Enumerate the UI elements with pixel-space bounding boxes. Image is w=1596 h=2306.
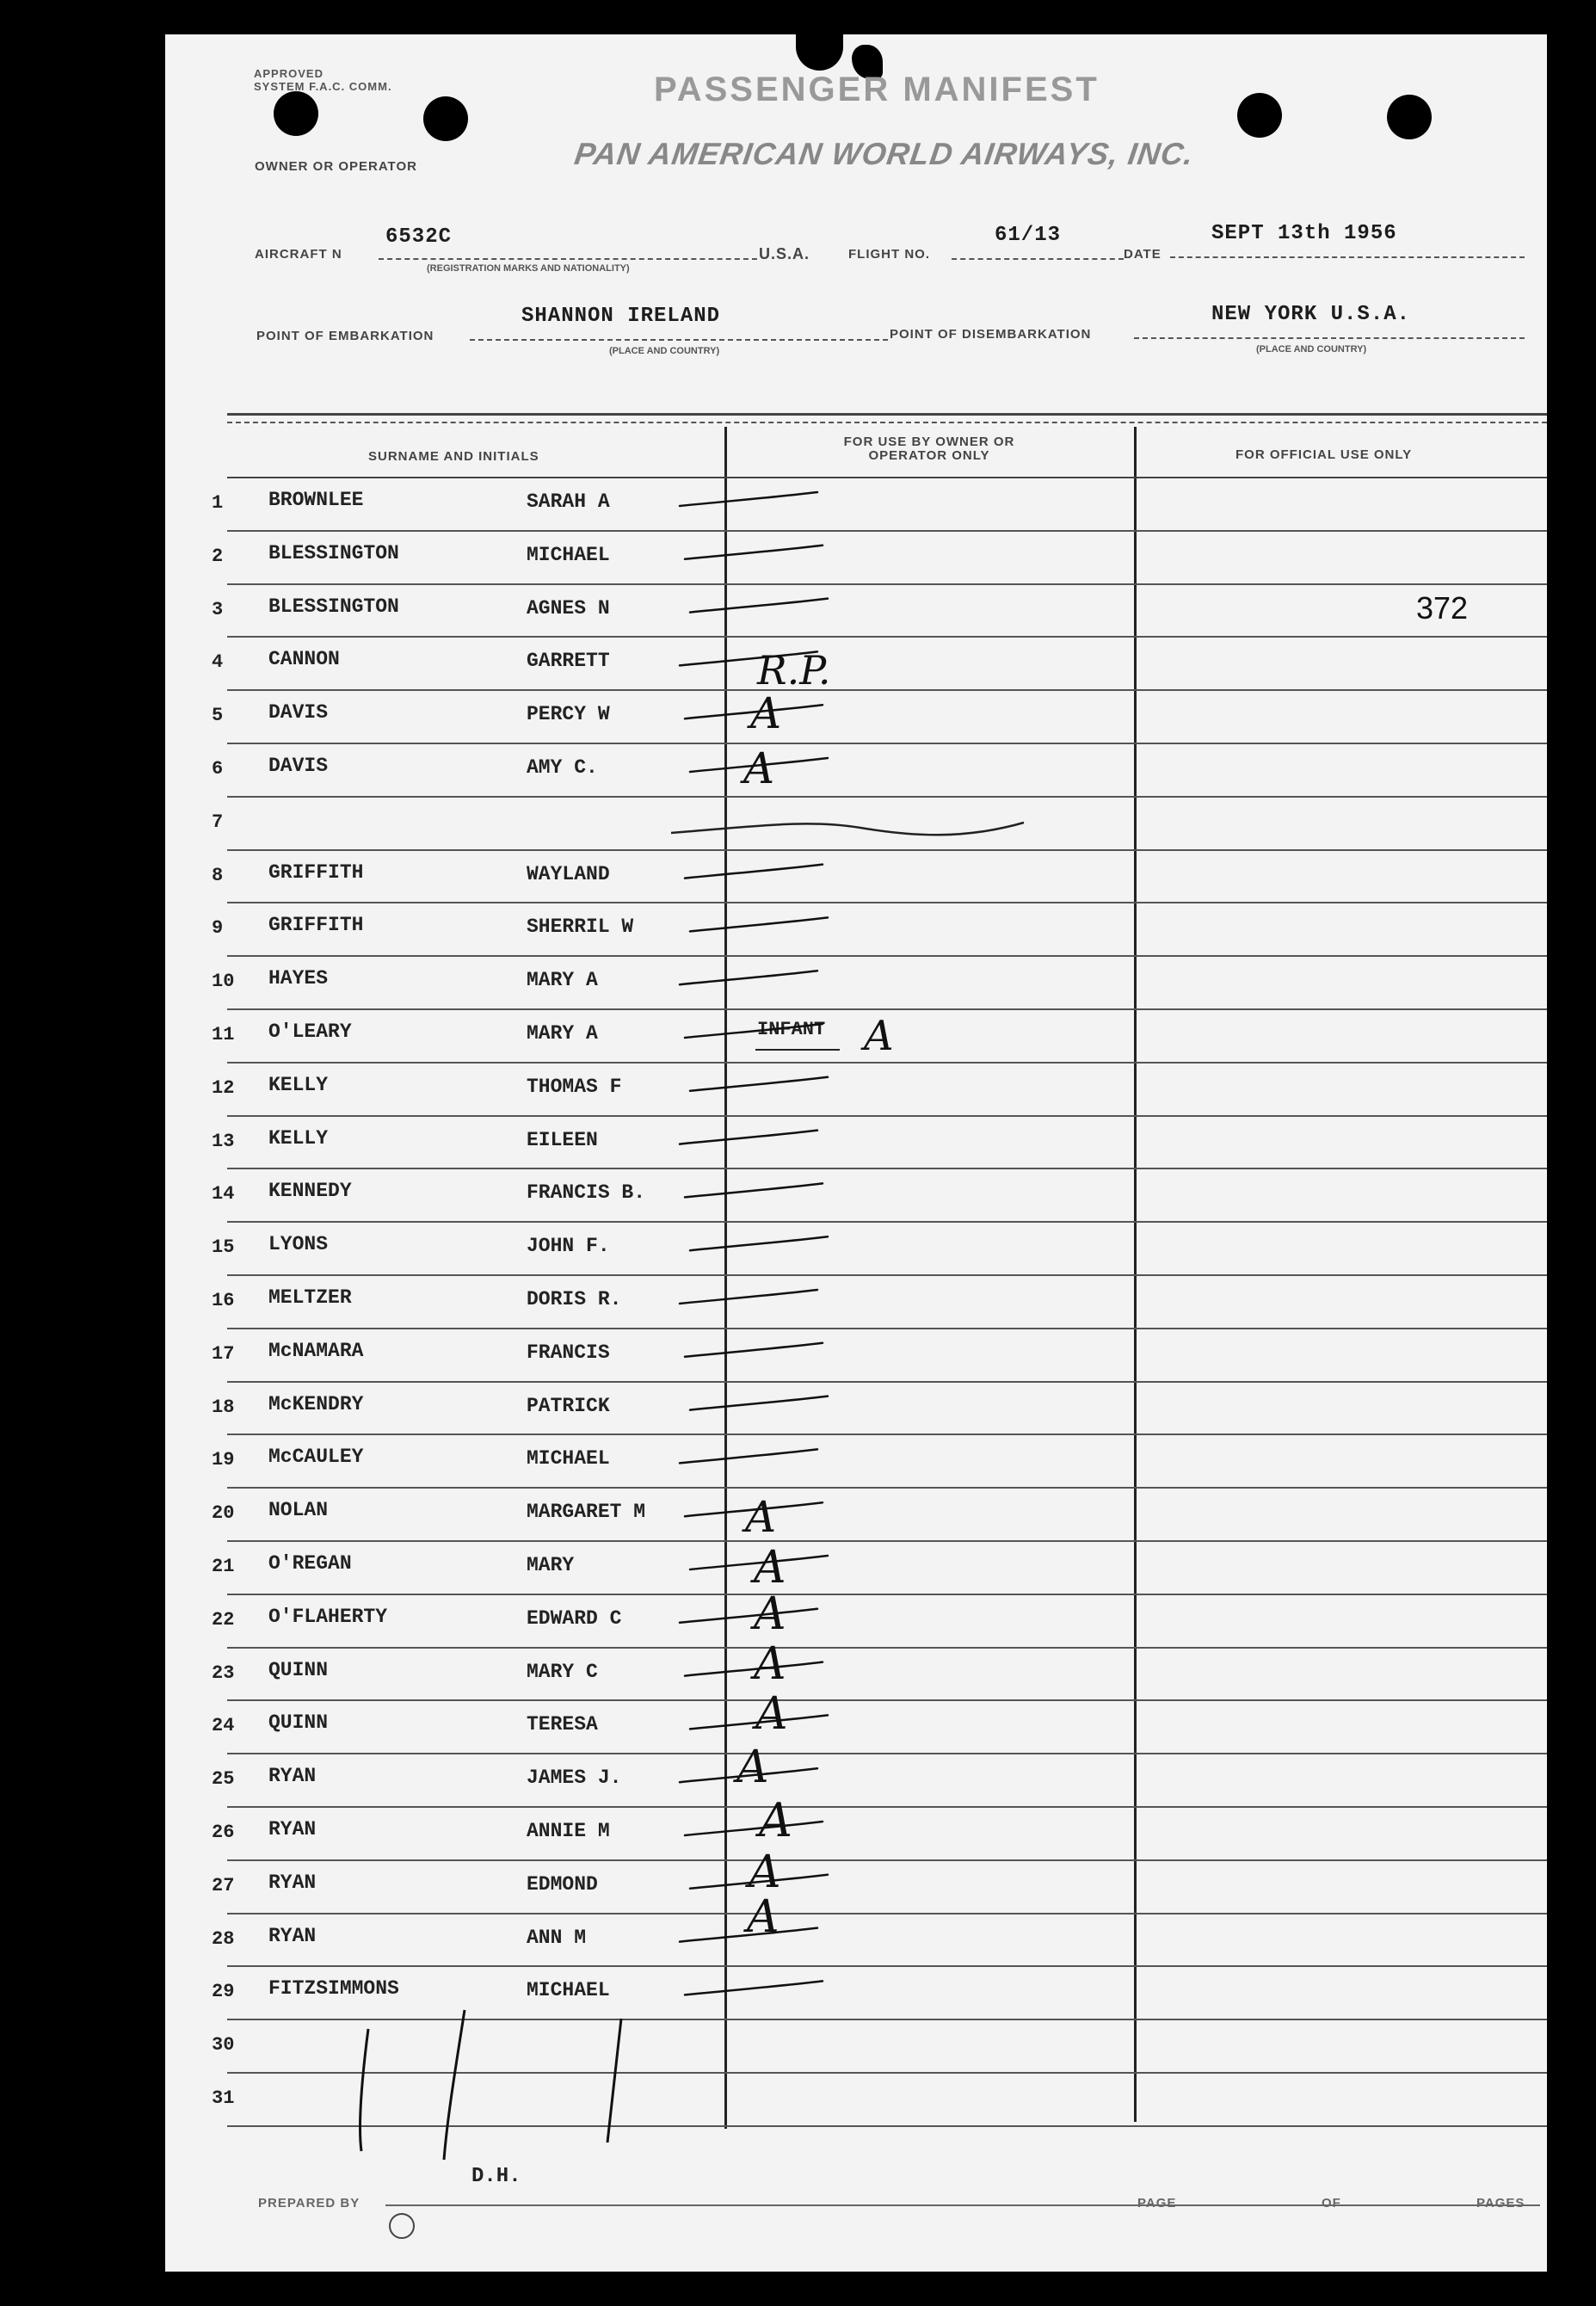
embarkation-place-note: (PLACE AND COUNTRY) bbox=[609, 346, 720, 356]
surname-cell: BLESSINGTON bbox=[268, 541, 399, 564]
surname-cell: GRIFFITH bbox=[268, 860, 364, 884]
flight-underline bbox=[952, 258, 1124, 260]
table-row bbox=[0, 798, 1596, 849]
surname-cell: RYAN bbox=[268, 1765, 317, 1788]
pages-label: PAGES bbox=[1476, 2196, 1525, 2210]
of-label: OF bbox=[1322, 2196, 1341, 2210]
table-row bbox=[0, 1169, 1596, 1221]
page-title: PASSENGER MANIFEST bbox=[654, 71, 1100, 108]
table-row bbox=[0, 2020, 1596, 2072]
row-number: 8 bbox=[212, 864, 224, 886]
given-name-cell: MARY A bbox=[527, 969, 598, 992]
row-number: 6 bbox=[212, 758, 224, 780]
given-name-cell: MARY C bbox=[527, 1660, 598, 1683]
disembarkation-value: NEW YORK U.S.A. bbox=[1211, 303, 1411, 326]
surname-cell: CANNON bbox=[268, 648, 340, 671]
surname-cell: GRIFFITH bbox=[268, 914, 364, 937]
flight-value: 61/13 bbox=[995, 224, 1062, 247]
table-row bbox=[0, 478, 1596, 530]
punch-hole-right-1 bbox=[1237, 93, 1282, 138]
row-number: 5 bbox=[212, 705, 224, 727]
row-number: 7 bbox=[212, 811, 224, 833]
row-number: 23 bbox=[212, 1662, 235, 1684]
given-name-cell: AMY C. bbox=[527, 756, 598, 779]
disembarkation-label: POINT OF DISEMBARKATION bbox=[890, 327, 1092, 342]
row-number: 31 bbox=[212, 2087, 235, 2109]
surname-cell: KENNEDY bbox=[268, 1180, 352, 1203]
official-use-cell: 372 bbox=[1416, 589, 1469, 626]
embarkation-underline bbox=[470, 339, 888, 341]
surname-cell: KELLY bbox=[268, 1126, 329, 1150]
row-number: 10 bbox=[212, 971, 235, 993]
given-name-cell: THOMAS F bbox=[527, 1075, 622, 1098]
surname-cell: RYAN bbox=[268, 1871, 317, 1894]
table-top-rule-2 bbox=[227, 422, 1547, 423]
given-name-cell: MARY A bbox=[527, 1022, 598, 1045]
table-row bbox=[0, 1754, 1596, 1806]
handwritten-a-mark-row-28: A bbox=[747, 1891, 780, 1943]
column-header-owner: FOR USE BY OWNER OR OPERATOR ONLY bbox=[843, 435, 1015, 463]
handwritten-a-mark-row-11: A bbox=[864, 1012, 894, 1060]
given-name-cell: GARRETT bbox=[527, 650, 610, 673]
punch-hole-left-1 bbox=[274, 91, 318, 136]
row-number: 24 bbox=[212, 1715, 235, 1737]
table-row bbox=[0, 1914, 1596, 1966]
table-row bbox=[0, 903, 1596, 955]
row-number: 28 bbox=[212, 1927, 235, 1950]
surname-cell: O'FLAHERTY bbox=[268, 1605, 388, 1628]
handwritten-a-mark-row-27: A bbox=[749, 1847, 781, 1898]
table-row bbox=[0, 691, 1596, 743]
given-name-cell: EDMOND bbox=[527, 1872, 598, 1896]
flight-label: FLIGHT NO. bbox=[848, 247, 930, 262]
surname-cell: DAVIS bbox=[268, 701, 329, 724]
row-number: 14 bbox=[212, 1183, 235, 1205]
given-name-cell: MARGARET M bbox=[527, 1501, 646, 1524]
surname-cell: HAYES bbox=[268, 967, 329, 990]
page-label: PAGE bbox=[1137, 2196, 1177, 2210]
given-name-cell: WAYLAND bbox=[527, 862, 610, 885]
table-row bbox=[0, 744, 1596, 796]
row-number: 25 bbox=[212, 1768, 235, 1791]
handwritten-a-mark-row-20: A bbox=[745, 1492, 777, 1542]
table-row bbox=[0, 1010, 1596, 1062]
given-name-cell: SHERRIL W bbox=[527, 916, 634, 939]
nationality-label: U.S.A. bbox=[759, 245, 810, 262]
surname-cell: O'LEARY bbox=[268, 1020, 352, 1043]
table-row bbox=[0, 1064, 1596, 1115]
given-name-cell: MARY bbox=[527, 1554, 575, 1576]
row-number: 15 bbox=[212, 1236, 235, 1259]
row-number: 3 bbox=[212, 598, 224, 620]
handwritten-a-mark-row-5: A bbox=[750, 688, 782, 738]
owner-operator-label: OWNER OR OPERATOR bbox=[255, 159, 417, 174]
given-name-cell: AGNES N bbox=[527, 596, 610, 620]
approval-line-2: SYSTEM F.A.C. COMM. bbox=[254, 80, 392, 93]
given-name-cell: MICHAEL bbox=[527, 543, 610, 566]
given-name-cell: FRANCIS B. bbox=[527, 1181, 646, 1205]
table-row bbox=[0, 1329, 1596, 1381]
registration-note: (REGISTRATION MARKS AND NATIONALITY) bbox=[427, 263, 630, 274]
punch-hole-right-2 bbox=[1387, 95, 1432, 139]
row-number: 12 bbox=[212, 1076, 235, 1099]
surname-cell: McKENDRY bbox=[268, 1392, 364, 1415]
surname-cell: KELLY bbox=[268, 1073, 329, 1096]
surname-cell: FITZSIMMONS bbox=[268, 1977, 399, 2001]
row-number: 13 bbox=[212, 1130, 235, 1152]
given-name-cell: EILEEN bbox=[527, 1128, 598, 1151]
surname-cell: NOLAN bbox=[268, 1499, 329, 1522]
row-number: 27 bbox=[212, 1874, 235, 1896]
table-row bbox=[0, 585, 1596, 637]
row-number: 1 bbox=[212, 492, 224, 514]
handwritten-a-mark-row-21: A bbox=[754, 1542, 786, 1594]
table-row bbox=[0, 851, 1596, 903]
surname-cell: McCAULEY bbox=[268, 1446, 364, 1469]
table-row bbox=[0, 1276, 1596, 1328]
given-name-cell: ANN M bbox=[527, 1926, 587, 1949]
surname-cell: BLESSINGTON bbox=[268, 595, 399, 618]
table-row bbox=[0, 1435, 1596, 1487]
row-number: 29 bbox=[212, 1981, 235, 2003]
handwritten-rp-mark: R.P. bbox=[757, 647, 831, 694]
surname-cell: RYAN bbox=[268, 1818, 317, 1840]
table-row bbox=[0, 957, 1596, 1008]
table-row bbox=[0, 1595, 1596, 1647]
row-number: 21 bbox=[212, 1556, 235, 1577]
table-row bbox=[0, 1808, 1596, 1859]
aircraft-underline bbox=[379, 258, 757, 260]
disembarkation-underline bbox=[1134, 337, 1525, 339]
given-name-cell: JAMES J. bbox=[527, 1766, 622, 1790]
surname-cell: QUINN bbox=[268, 1658, 329, 1681]
date-label: DATE bbox=[1124, 247, 1162, 262]
given-name-cell: PATRICK bbox=[527, 1394, 610, 1417]
handwritten-a-mark-row-6: A bbox=[743, 743, 775, 793]
surname-cell: BROWNLEE bbox=[268, 489, 364, 511]
row-rule bbox=[227, 2125, 1547, 2127]
surname-cell: DAVIS bbox=[268, 755, 329, 777]
given-name-cell: TERESA bbox=[527, 1713, 598, 1736]
row-number: 4 bbox=[212, 651, 224, 674]
table-row bbox=[0, 532, 1596, 583]
handwritten-a-mark-row-22: A bbox=[754, 1588, 786, 1640]
table-row bbox=[0, 1861, 1596, 1913]
table-row bbox=[0, 1967, 1596, 2019]
row-number: 16 bbox=[212, 1290, 235, 1311]
row-number: 22 bbox=[212, 1608, 235, 1631]
column-header-official: FOR OFFICIAL USE ONLY bbox=[1236, 447, 1413, 462]
surname-cell: RYAN bbox=[268, 1924, 317, 1947]
airline-name: PAN AMERICAN WORLD AIRWAYS, INC. bbox=[572, 136, 1197, 171]
row-number: 9 bbox=[212, 917, 224, 940]
owner-use-cell: INFANT bbox=[757, 1019, 826, 1040]
table-row bbox=[0, 1223, 1596, 1274]
date-value: SEPT 13th 1956 bbox=[1211, 222, 1397, 245]
handwritten-a-mark-row-23: A bbox=[754, 1638, 786, 1690]
table-row bbox=[0, 1649, 1596, 1700]
given-name-cell: JOHN F. bbox=[527, 1235, 610, 1258]
surname-cell: O'REGAN bbox=[268, 1552, 352, 1575]
given-name-cell: ANNIE M bbox=[527, 1820, 610, 1842]
surname-cell: LYONS bbox=[268, 1233, 329, 1256]
table-top-rule-1 bbox=[227, 413, 1547, 416]
prepared-by-label: PREPARED BY bbox=[258, 2196, 360, 2210]
aircraft-value: 6532C bbox=[385, 225, 453, 249]
row-number: 30 bbox=[212, 2034, 235, 2056]
prepared-initials: D.H. bbox=[471, 2165, 521, 2188]
surname-cell: MELTZER bbox=[268, 1286, 352, 1309]
table-row bbox=[0, 2074, 1596, 2125]
approval-line-1: APPROVED bbox=[254, 67, 324, 80]
surname-cell: McNAMARA bbox=[268, 1339, 364, 1362]
given-name-cell: DORIS R. bbox=[527, 1288, 622, 1310]
table-row bbox=[0, 1117, 1596, 1168]
given-name-cell: FRANCIS bbox=[527, 1341, 610, 1364]
table-row bbox=[0, 1542, 1596, 1594]
table-row bbox=[0, 1383, 1596, 1434]
handwritten-a-mark-row-24: A bbox=[755, 1688, 788, 1740]
row-number: 26 bbox=[212, 1822, 235, 1843]
row-number: 11 bbox=[212, 1024, 235, 1045]
table-row bbox=[0, 1489, 1596, 1540]
handwritten-a-mark-row-26: A bbox=[759, 1793, 792, 1847]
surname-cell: QUINN bbox=[268, 1711, 329, 1735]
table-row bbox=[0, 1701, 1596, 1753]
embarkation-value: SHANNON IRELAND bbox=[521, 305, 721, 328]
aircraft-label: AIRCRAFT N bbox=[255, 247, 342, 262]
footer-rule bbox=[385, 2204, 1540, 2206]
given-name-cell: MICHAEL bbox=[527, 1447, 610, 1471]
row-number: 18 bbox=[212, 1396, 235, 1418]
handwritten-a-mark-row-25: A bbox=[736, 1742, 769, 1793]
disembarkation-place-note: (PLACE AND COUNTRY) bbox=[1256, 344, 1367, 355]
column-header-names: SURNAME AND INITIALS bbox=[368, 449, 539, 464]
given-name-cell: EDWARD C bbox=[527, 1606, 622, 1630]
row-number: 17 bbox=[212, 1342, 235, 1365]
punch-hole-left-2 bbox=[423, 96, 468, 141]
given-name-cell: PERCY W bbox=[527, 703, 610, 726]
row-number: 2 bbox=[212, 545, 224, 567]
row-number: 19 bbox=[212, 1449, 235, 1471]
date-underline bbox=[1170, 256, 1525, 258]
given-name-cell: MICHAEL bbox=[527, 1979, 610, 2002]
row-number: 20 bbox=[212, 1502, 235, 1525]
given-name-cell: SARAH A bbox=[527, 490, 610, 513]
embarkation-label: POINT OF EMBARKATION bbox=[256, 329, 434, 343]
union-bug-icon bbox=[389, 2213, 415, 2239]
